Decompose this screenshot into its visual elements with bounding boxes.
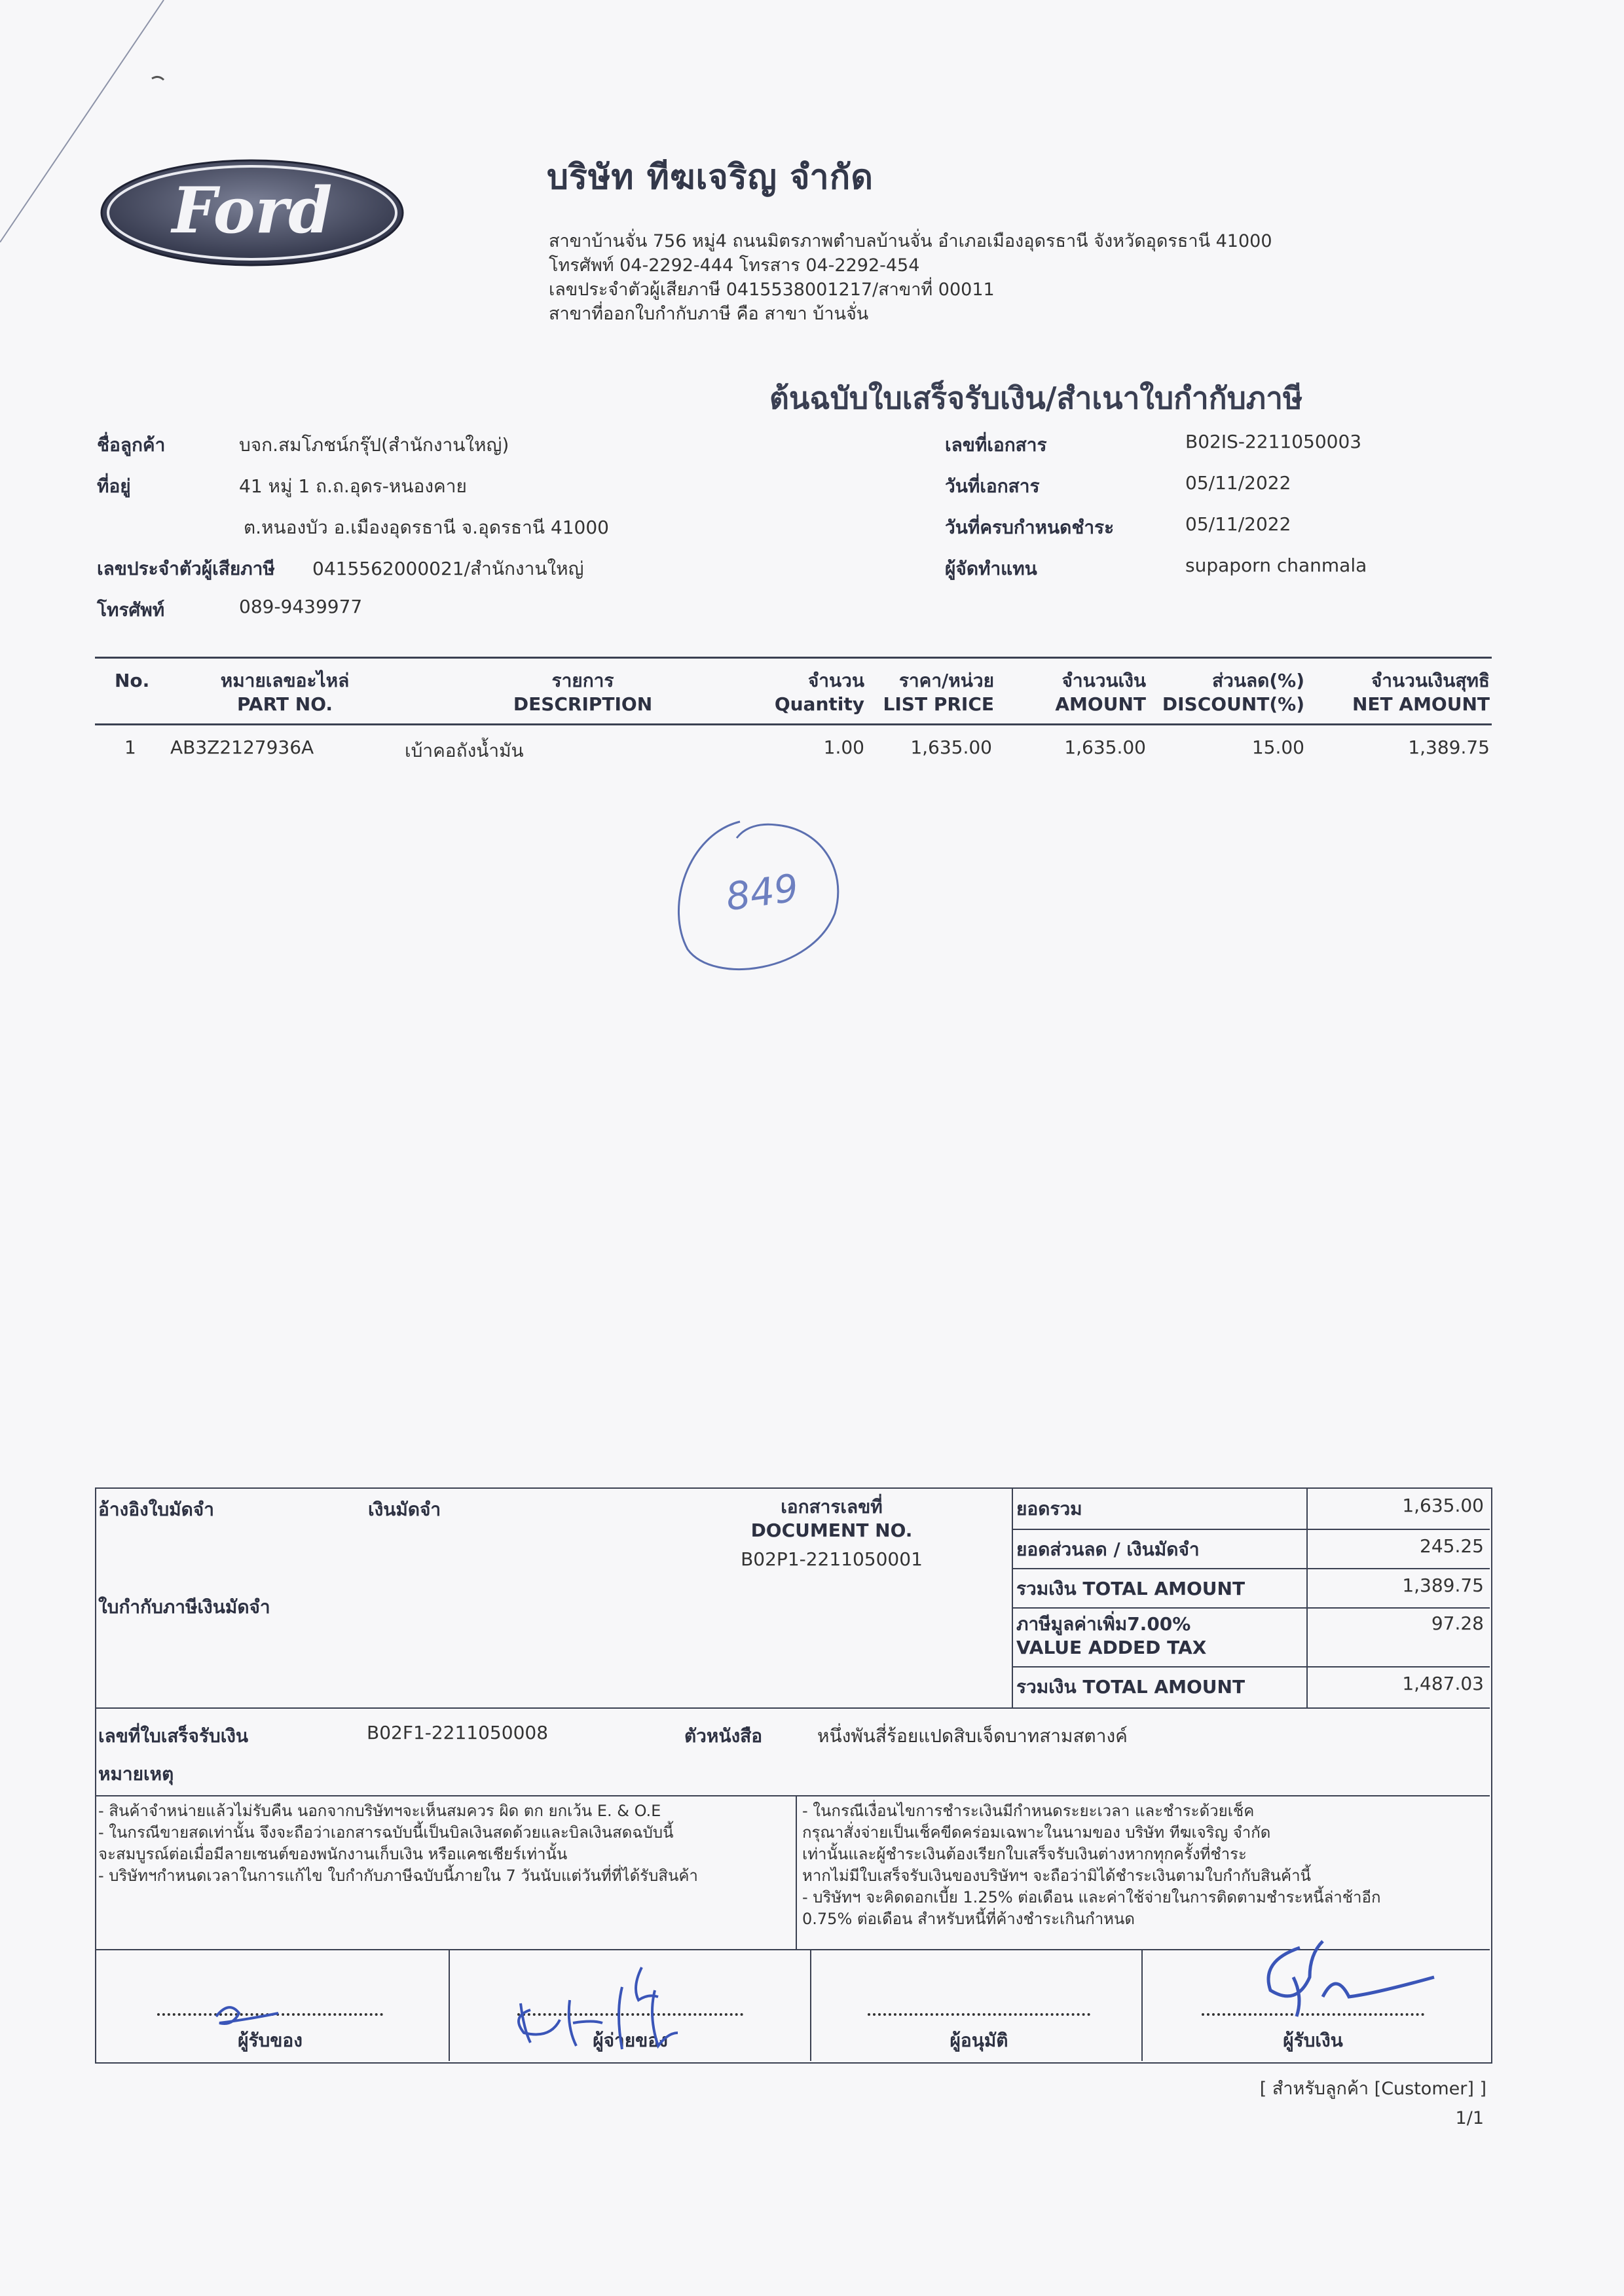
term-line: - ในกรณีเงื่อนไขการชำระเงินมีกำหนดระยะเวลา และชำระด้วยเช็ค: [802, 1802, 1255, 1820]
terms-rule: [95, 1795, 1490, 1796]
remark-label: หมายเหตุ: [98, 1763, 174, 1785]
customer-name-value: บจก.สมโภชน์กรุ๊ป(สำนักงานใหญ่): [239, 434, 509, 456]
company-line: โทรศัพท์ 04-2292-444 โทรสาร 04-2292-454: [549, 255, 920, 276]
vat-value: 97.28: [1431, 1613, 1484, 1634]
customer-name-label: ชื่อลูกค้า: [97, 434, 166, 456]
row-no: 1: [124, 737, 136, 758]
doc-number-label: เลขที่เอกสาร: [945, 434, 1047, 456]
customer-tax-value: 0415562000021/สำนักงานใหญ่: [312, 558, 584, 579]
signature-divider: [810, 1949, 811, 2061]
customer-address-line2: ต.หนองบัว อ.เมืองอุดรธานี จ.อุดรธานี 41000: [244, 517, 609, 538]
vat-label: [1016, 1613, 1206, 1660]
table-header-rule: [95, 723, 1492, 725]
col-header-net-th: จำนวนเงินสุทธิ: [1371, 670, 1490, 691]
document-title: ต้นฉบับใบเสร็จรับเงิน/สำเนาใบกำกับภาษี: [769, 380, 1303, 416]
signature-label-receiver: ผู้รับของ: [238, 2030, 303, 2051]
company-line: เลขประจำตัวผู้เสียภาษี 0415538001217/สาขาที่ 00011: [549, 280, 995, 300]
due-date-value: 05/11/2022: [1185, 513, 1291, 535]
handwritten-signature-receiver: [190, 1990, 301, 2043]
signature-label-cashier: ผู้รับเงิน: [1283, 2030, 1343, 2051]
col-header-desc-en: DESCRIPTION: [513, 693, 653, 715]
company-address-block: [549, 229, 1272, 326]
agent-value: supaporn chanmala: [1185, 555, 1367, 576]
deposit-label: เงินมัดจำ: [368, 1499, 441, 1520]
docno-heading: [720, 1495, 943, 1542]
col-header-discount-th: ส่วนลด(%): [1212, 670, 1304, 691]
page-number: 1/1: [1455, 2108, 1484, 2128]
subtotal-en: TOTAL AMOUNT: [1082, 1578, 1246, 1599]
terms-left: [98, 1800, 792, 1887]
terms-divider: [796, 1795, 797, 1949]
col-header-part: [177, 669, 393, 716]
term-line: จะสมบูรณ์ต่อเมื่อมีลายเซนต์ของพนักงานเก็บเงิน หรือแคชเชียร์เท่านั้น: [98, 1845, 568, 1863]
term-line: - บริษัทฯกำหนดเวลาในการแก้ไข ใบกำกับภาษีฉบับนี้ภายใน 7 วันนับแต่วันที่ที่ได้รับสินค้า: [98, 1867, 698, 1885]
col-header-qty-en: Quantity: [774, 693, 864, 715]
svg-text:849: 849: [723, 865, 802, 920]
discount-value: 245.25: [1420, 1535, 1484, 1557]
vat-rate: 7.00%: [1127, 1613, 1191, 1635]
ford-logo: [98, 157, 406, 268]
grand-th: รวมเงิน: [1016, 1676, 1077, 1698]
customer-tax-label: เลขประจำตัวผู้เสียภาษี: [97, 558, 275, 579]
summary-divider: [1012, 1487, 1013, 1707]
discount-label: ยอดส่วนลด / เงินมัดจำ: [1016, 1539, 1200, 1560]
summary-rule: [1012, 1607, 1490, 1609]
vat-en: VALUE ADDED TAX: [1016, 1637, 1207, 1658]
term-line: กรุณาสั่งจ่ายเป็นเช็คขีดคร่อมเฉพาะในนามของ บริษัท ทีฆเจริญ จำกัด: [802, 1823, 1271, 1842]
handwritten-signature-issuer: [511, 1964, 694, 2062]
terms-right: [802, 1800, 1486, 1930]
row-amount: 1,635.00: [1064, 737, 1146, 758]
company-name: บริษัท ทีฆเจริญ จำกัด: [547, 158, 874, 197]
amount-words-value: หนึ่งพันสี่ร้อยแปดสิบเจ็ดบาทสามสตางค์: [817, 1725, 1128, 1747]
col-header-discount-en: DISCOUNT(%): [1162, 693, 1304, 715]
subtotal-label: [1016, 1575, 1245, 1603]
customer-phone-value: 089-9439977: [239, 596, 363, 617]
term-line: 0.75% ต่อเดือน สำหรับหนี้ที่ค้างชำระเกินกำหนด: [802, 1910, 1135, 1928]
grand-total-label: [1016, 1673, 1245, 1702]
col-header-net-en: NET AMOUNT: [1352, 693, 1490, 715]
due-date-label: วันที่ครบกำหนดชำระ: [945, 517, 1115, 538]
col-header-part-th: หมายเลขอะไหล่: [220, 670, 350, 691]
customer-phone-label: โทรศัพท์: [97, 599, 165, 621]
deposit-ref-label: อ้างอิงใบมัดจำ: [98, 1499, 214, 1520]
row-description: เบ้าคอถังน้ำมัน: [405, 740, 524, 761]
vat-th: ภาษีมูลค่าเพิ่ม: [1016, 1613, 1128, 1635]
row-price: 1,635.00: [910, 737, 992, 758]
summary-rule: [1012, 1568, 1490, 1569]
term-line: - สินค้าจำหน่ายแล้วไม่รับคืน นอกจากบริษัทฯจะเห็นสมควร ผิด ตก ยกเว้น E. & O.E: [98, 1802, 661, 1820]
col-header-amount: [1022, 669, 1146, 716]
signature-divider: [449, 1949, 450, 2061]
table-top-rule: [95, 657, 1492, 659]
svg-text:Ford: Ford: [172, 173, 333, 247]
receipt-value: B02F1-2211050008: [367, 1722, 549, 1743]
col-header-net: [1316, 669, 1490, 716]
summary-rule: [95, 1707, 1490, 1709]
col-header-amount-en: AMOUNT: [1055, 693, 1146, 715]
row-net: 1,389.75: [1408, 737, 1490, 758]
signature-label-approver: ผู้อนุมัติ: [950, 2030, 1008, 2051]
row-qty: 1.00: [823, 737, 864, 758]
row-part-no: AB3Z2127936A: [170, 737, 314, 758]
term-line: เท่านั้นและผู้ชำระเงินต้องเรียกใบเสร็จรับเงินต่างหากทุกครั้งที่ชำระ: [802, 1845, 1247, 1863]
summary-value-divider: [1306, 1487, 1308, 1707]
handwritten-signature-cashier: [1238, 1938, 1460, 2030]
doc-date-label: วันที่เอกสาร: [945, 475, 1040, 497]
signature-line-approver: [868, 2013, 1090, 2016]
summary-rule: [1012, 1529, 1490, 1530]
total-label: ยอดรวม: [1016, 1498, 1082, 1520]
col-header-price: [871, 669, 994, 716]
col-header-qty: [753, 669, 864, 716]
term-line: - ในกรณีขายสดเท่านั้น จึงจะถือว่าเอกสารฉบับนี้เป็นบิลเงินสดด้วยและบิลเงินสดฉบับนี้: [98, 1823, 674, 1842]
signature-label-issuer: ผู้จ่ายของ: [593, 2030, 668, 2051]
grand-total-value: 1,487.03: [1402, 1673, 1484, 1694]
receipt-label: เลขที่ใบเสร็จรับเงิน: [98, 1725, 249, 1747]
signature-divider: [1141, 1949, 1143, 2061]
subtotal-th: รวมเงิน: [1016, 1578, 1077, 1599]
term-line: - บริษัทฯ จะคิดดอกเบี้ย 1.25% ต่อเดือน และค่าใช้จ่ายในการติดตามชำระหนี้ล่าช้าอีก: [802, 1888, 1381, 1906]
amount-words-label: ตัวหนังสือ: [684, 1725, 763, 1747]
docno-th: เอกสารเลขที่: [781, 1496, 883, 1518]
summary-rule: [1012, 1666, 1490, 1667]
col-header-discount: [1153, 669, 1304, 716]
row-discount: 15.00: [1251, 737, 1304, 758]
col-header-price-th: ราคา/หน่วย: [898, 670, 994, 691]
col-header-no: No.: [115, 670, 150, 691]
table-row: [0, 737, 1624, 763]
docno-en: DOCUMENT NO.: [750, 1520, 913, 1541]
handwritten-note: [661, 809, 851, 979]
company-line: สาขาบ้านจั่น 756 หมู่4 ถนนมิตรภาพตำบลบ้านจั่น อำเภอเมืองอุดรธานี จังหวัดอุดรธานี 41000: [549, 231, 1272, 251]
col-header-part-en: PART NO.: [236, 693, 333, 715]
term-line: หากไม่มีใบเสร็จรับเงินของบริษัทฯ จะถือว่ามิได้ชำระเงินตามใบกำกับสินค้านี้: [802, 1867, 1311, 1885]
col-header-desc-th: รายการ: [551, 670, 614, 691]
col-header-desc: [471, 669, 694, 716]
docno-value: B02P1-2211050001: [741, 1548, 923, 1570]
grand-en: TOTAL AMOUNT: [1082, 1676, 1246, 1698]
agent-label: ผู้จัดทำแทน: [945, 558, 1037, 579]
copy-label: [ สำหรับลูกค้า [Customer] ]: [1259, 2079, 1486, 2099]
company-line: สาขาที่ออกใบกำกับภาษี คือ สาขา บ้านจั่น: [549, 304, 869, 324]
col-header-amount-th: จำนวนเงิน: [1061, 670, 1146, 691]
col-header-price-en: LIST PRICE: [883, 693, 994, 715]
total-value: 1,635.00: [1402, 1495, 1484, 1516]
doc-number-value: B02IS-2211050003: [1185, 431, 1362, 452]
col-header-qty-th: จำนวน: [807, 670, 864, 691]
deposit-tax-label: ใบกำกับภาษีเงินมัดจำ: [98, 1596, 270, 1618]
subtotal-value: 1,389.75: [1402, 1575, 1484, 1596]
customer-address-line1: 41 หมู่ 1 ถ.ถ.อุดร-หนองคาย: [239, 475, 467, 497]
doc-date-value: 05/11/2022: [1185, 472, 1291, 494]
customer-address-label: ที่อยู่: [97, 475, 131, 497]
